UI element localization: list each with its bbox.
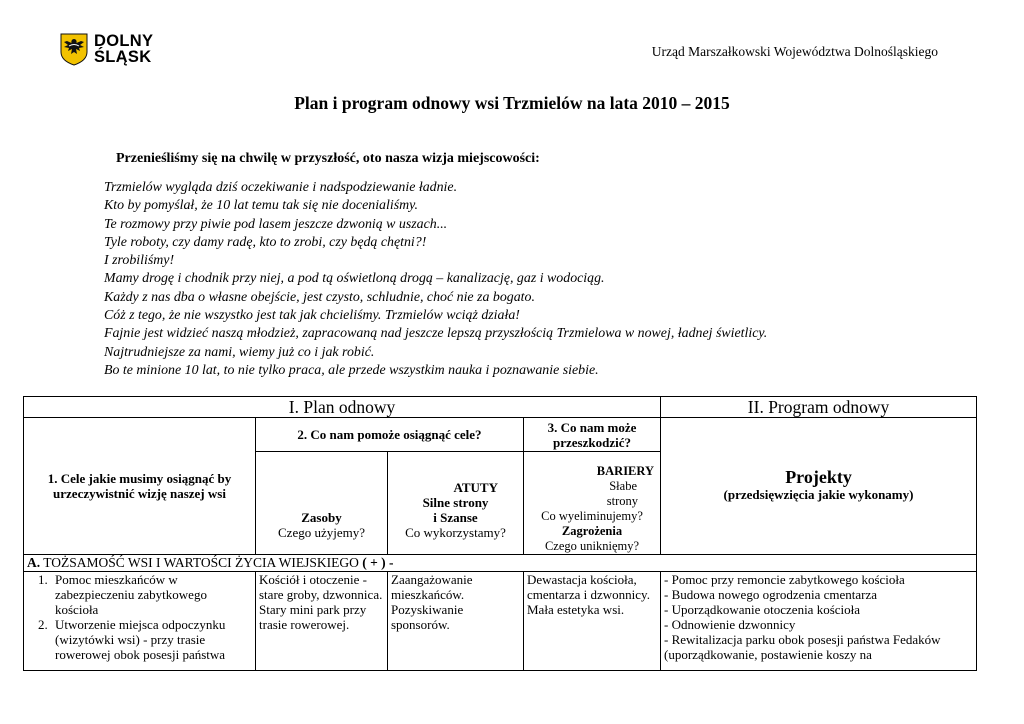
vision-line: Najtrudniejsze za nami, wiemy już co i jak robić.	[104, 344, 375, 360]
resources-cell	[256, 572, 388, 671]
list-item: Mała estetyka wsi.	[527, 602, 625, 617]
list-item: 2. Utworzenie miejsca odpoczynku (wizytówki wsi) - przy trasie rowerowej obok posesji państwa	[51, 617, 252, 662]
vision-line: Bo te minione 10 lat, to nie tylko praca, ale przede wszystkim nauka i poznawanie siebie.	[104, 362, 599, 378]
projects-title: Projekty	[785, 467, 852, 487]
logo-line-1: DOLNY	[94, 32, 154, 50]
logo-line-2: ŚLĄSK	[94, 48, 152, 66]
dolny-slask-logo	[59, 31, 153, 67]
vision-line: Fajnie jest widzieć naszą młodzież, zapracowaną nad jeszcze lepszą przyszłością Trzmielowa w nowej, ładnej świetlicy.	[104, 326, 768, 342]
vision-line: Te rozmowy przy piwie pod lasem jeszcze dzwonią w uszach...	[104, 216, 448, 232]
goals-cell	[24, 572, 256, 671]
coat-of-arms-icon	[59, 32, 89, 66]
vision-line: Tyle roboty, czy damy radę, kto to zrobi, czy będą chętni?!	[104, 234, 427, 250]
strengths-cell	[388, 572, 524, 671]
strengths-title: ATUTY	[453, 480, 498, 495]
resources-title: Zasoby	[301, 510, 342, 525]
section-title: TOŻSAMOŚĆ WSI I WARTOŚCI ŻYCIA WIEJSKIEGO	[40, 555, 363, 570]
strengths-question: Co wykorzystamy?	[405, 525, 506, 540]
plan-table	[23, 396, 977, 671]
vision-line: Kto by pomyślał, że 10 lat temu tak się nie docenialiśmy.	[104, 198, 419, 214]
program-header: II. Program odnowy	[661, 397, 977, 418]
strengths-line: Silne strony	[422, 495, 489, 510]
barriers-header	[524, 452, 661, 555]
list-item: - Pomoc przy remoncie zabytkowego kościoła	[664, 572, 905, 587]
weaknesses-line-2: strony	[606, 494, 639, 508]
weaknesses-line: Słabe	[609, 479, 638, 493]
list-item: - Uporządkowanie otoczenia kościoła	[664, 602, 861, 617]
list-item: - Rewitalizacja parku obok posesji państwa Fedaków (uporządkowanie, postawienie koszy na	[664, 632, 941, 662]
threats-title: Zagrożenia	[561, 524, 623, 538]
projects-header	[661, 418, 977, 555]
plan-header: I. Plan odnowy	[24, 397, 661, 418]
obstacles-header: 3. Co nam może przeszkodzić?	[524, 418, 661, 452]
list-item: - Odnowienie dzwonnicy	[664, 617, 796, 632]
list-item: Zaangażowanie mieszkańców.	[391, 572, 473, 602]
list-item: Dewastacja kościoła, cmentarza i dzwonnicy.	[527, 572, 650, 602]
resources-header	[256, 452, 388, 555]
list-item: Pozyskiwanie sponsorów.	[391, 602, 464, 632]
resources-question: Czego użyjemy?	[278, 525, 365, 540]
section-letter: A.	[27, 555, 41, 570]
goals-list	[27, 572, 252, 662]
vision-line: Każdy z nas dba o własne obejście, jest czysto, schludnie, choć nie za bogato.	[104, 289, 535, 305]
logo-wordmark	[94, 33, 153, 65]
strengths-header	[388, 452, 524, 555]
opportunities-line: i Szanse	[433, 510, 478, 525]
list-item: Stary mini park przy trasie rowerowej.	[259, 602, 367, 632]
vision-line: Cóż z tego, że nie wszystko jest tak jak chcieliśmy. Trzmielów wciąż działa!	[104, 308, 520, 324]
vision-line: Trzmielów wygląda dziś oczekiwanie i nadspodziewanie ładnie.	[104, 180, 458, 195]
barriers-title: BARIERY	[596, 464, 655, 478]
barriers-cell	[524, 572, 661, 671]
document-title: Plan i program odnowy wsi Trzmielów na lata 2010 – 2015	[294, 93, 730, 113]
projects-cell	[661, 572, 977, 671]
list-item: 1. Pomoc mieszkańców w zabezpieczeniu zabytkowego kościoła	[51, 572, 252, 617]
projects-subtitle: (przedsięwzięcia jakie wykonamy)	[723, 487, 914, 502]
list-item: - Budowa nowego ogrodzenia cmentarza	[664, 587, 877, 602]
help-header: 2. Co nam pomoże osiągnąć cele?	[256, 418, 524, 452]
office-name: Urząd Marszałkowski Województwa Dolnośląskiego	[651, 44, 938, 59]
goals-header: 1. Cele jakie musimy osiągnąć by urzeczywistnić wizję naszej wsi	[24, 418, 256, 555]
section-signs: ( + ) -	[362, 555, 394, 570]
vision-line: I zrobiliśmy!	[104, 253, 175, 269]
vision-text	[104, 179, 964, 380]
vision-line: Mamy drogę i chodnik przy niej, a pod tą oświetloną drogą – kanalizację, gaz i wodociąg.	[104, 271, 605, 287]
threats-question: Czego uniknięmy?	[544, 539, 640, 553]
list-item: Kościół i otoczenie - stare groby, dzwonnica.	[259, 572, 383, 602]
vision-intro: Przenieśliśmy się na chwilę w przyszłość, oto nasza wizja miejscowości:	[116, 151, 540, 166]
section-a-header	[24, 555, 977, 572]
barriers-question: Co wyeliminujemy?	[541, 509, 643, 523]
